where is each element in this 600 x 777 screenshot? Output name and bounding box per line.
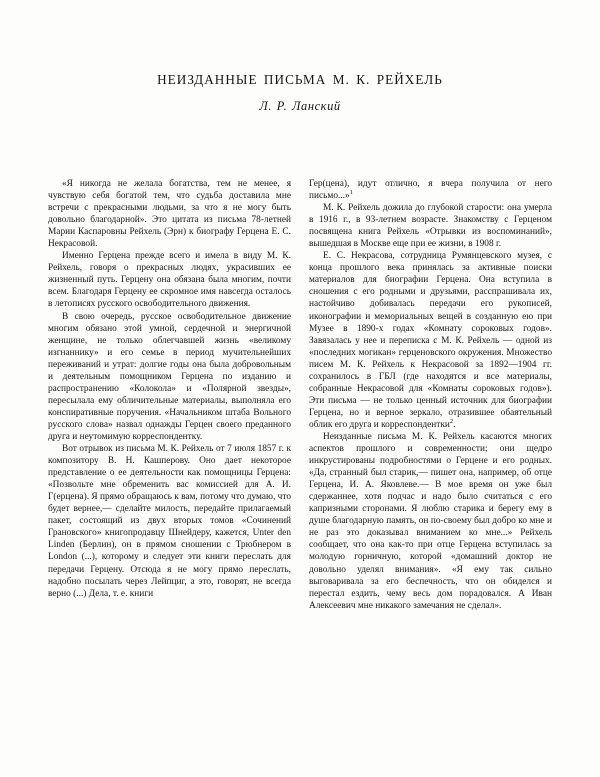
footnote-marker-1: 1 [349, 188, 353, 196]
paragraph: «Я никогда не желала богатства, тем не менее, я чувствую себя богатой тем, что судьба доставила мне встречи с прекрасными людьми, за что я не могу быть довольно благодарной». Это цитата из письма 78-летней Марии Каспаровны Рейхель (Эрн) к биографу Герцена Е. С. Некрасовой. [48, 179, 291, 250]
paragraph: Именно Герцена прежде всего и имела в виду М. К. Рейхель, говоря о прекрасных людях, украсивших ее жизненный путь. Герцену она обязана была многим, почти всем. Благодаря Герцену ее скромное имя навсегда осталось в летописях русского освободительного движения. [48, 251, 291, 310]
two-column-body [48, 178, 553, 612]
paragraph: В свою очередь, русское освободительное движение многим обязано этой умной, сердечной и энергичной женщине, не только облегчавшей жизнь «великому изгнаннику» и его семье в период мучительнейших переживаний и утрат: долгие годы она была добровольным и деятельным помощником Герцена по изданию и распространению «Колокола» и «Полярной звезды», пересылала ему обличительные материалы, выполняла его конспиративные поручения. «Начальником штаба Вольного русского слова» назвал однажды Герцен своего преданного друга и неутомимую корреспондентку. [48, 311, 291, 442]
left-column [48, 178, 291, 600]
paragraph-text: Е. С. Некрасова, сотрудница Румянцевского музея, с конца прошлого века принялась за активные поиски материалов для биографии Герцена. Она вступила в сношения с его родными и друзьями, расспрашивала их, настойчиво добивалась передачи его рукописей, иконографии и мемориальных вещей в созданную ею при Музее в 1890-х годах «Комнату сороковых годов». Завязалась у нее и переписка с М. К. Рейхель — одной из «последних могикан» герценовского окружения. Множество писем М. К. Рейхель к Некрасовой за 1892—1904 гг. сохранилось в ГБЛ (где находятся и все материалы, собранные Некрасовой для «Комнаты сороковых годов»). Эти письма — не только ценный источник для биографии Герцена, но и верное зеркало, отразившее обаятельный облик его друга и корреспондентки [309, 251, 552, 430]
paragraph-text: Гер(цена), идут отлично, я вчера получила от него письмо...» [309, 179, 552, 202]
paragraph: Вот отрывок из письма М. К. Рейхель от 7 июля 1857 г. к композитору В. Н. Кашперову. Оно дает некоторое представление о ее деятельности как помощницы Герцена: «Позвольте мне обременить вас комиссией для А. И. Г(ерцена). Я прямо обращаюсь к вам, потому что думаю, что будет вернее,— сделайте милость, передайте прилагаемый пакет, состоящий из двух вторых томов «Сочинений Грановского» книгопродавцу Шнейдеру, кажется, Unter den Linden (Берлин), он в прямом сношении с Трюбнером в London (...), которому и следует эти книги переслать для передачи Герцену. Отсюда я не могу прямо переслать, надобно посылать через Лейпциг, а это, говорят, не всегда верно (...) Дела, т. е. книги [48, 444, 291, 599]
paragraph-continuation [309, 178, 552, 202]
paragraph: Е. С. Некрасова, сотрудница Румянцевского музея, с конца прошлого века принялась за активные поиски материалов для биографии Герцена. Она вступила в сношения с его родными и друзьями, расспрашивала их, настойчиво добивалась передачи его рукописей, иконографии и мемориальных вещей в созданную ею при Музее в 1890-х годах «Комнату сороковых годов». Завязалась у нее и переписка с М. К. Рейхель — одной из «последних могикан» герценовского окружения. Множество писем М. К. Рейхель к Некрасовой за 1892—1904 гг. сохранилось в ГБЛ (где находятся и все материалы, собранные Некрасовой для «Комнаты сороковых годов»). Эти письма — не только ценный источник для биографии Герцена, но и верное зеркало, отразившее обаятельный облик его друга и корреспондентки$^2$. [309, 251, 552, 430]
footnote-marker-2: 2 [449, 417, 454, 425]
right-column [309, 178, 552, 612]
author-byline: Л. Р. Ланский [259, 99, 341, 113]
page-title: НЕИЗДАННЫЕ ПИСЬМА М. К. РЕЙХЕЛЬ [157, 71, 443, 87]
paragraph: М. К. Рейхель дожила до глубокой старости: она умерла в 1916 г., в 93-летнем возрасте. Знакомству с Герценом посвящена книга Рейхель «Отрывки из воспоминаний», вышедшая в Москве еще при ее жизни, в 1908 г. [309, 203, 552, 250]
paragraph: Неизданные письма М. К. Рейхель касаются многих аспектов прошлого и современности; они щедро инкрустированы подробностями о Герцене и его родных. «Да, странный был старик,— пишет она, например, об отце Герцена, И. А. Яковлеве.— В мое время он уже был сдержаннее, хотя подчас и надо было считаться с его капризными сторонами. Я люблю старика и берегу ему в душе благодарную память, он по-своему был добро ко мне и не раз это доказывал вниманием ко мне...» Рейхель сообщает, что она как-то при отце Герцена вступилась за молодую горничную, которой «домашний доктор не довольно уделял внимания». «Я ему так сильно выговаривала за его беспечность, что он обиделся и перестал ездить, чему весь дом порадовался. А Иван Алексеевич мне никакого замечания не сделал». [309, 431, 552, 611]
